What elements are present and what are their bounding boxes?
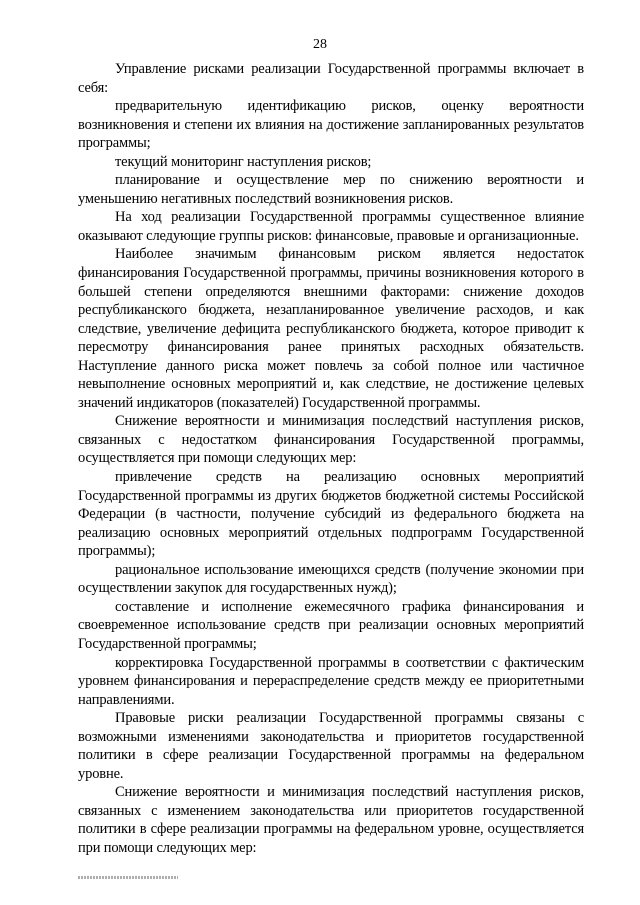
paragraph-risk-groups: На ход реализации Государственной программы существенное влияние оказывают следующие группы рисков: финансовые, правовые и организационные. bbox=[78, 209, 584, 244]
paragraph-risk-monitoring: текущий мониторинг наступления рисков; bbox=[115, 153, 372, 170]
paragraph-risk-planning: планирование и осуществление мер по снижению вероятности и уменьшению негативных последствий возникновения рисков. bbox=[78, 172, 584, 207]
paragraph-measure-monthly-schedule: составление и исполнение ежемесячного графика финансирования и своевременное использование средств при реализации основных мероприятий Государственной программы; bbox=[78, 598, 584, 652]
paragraph-measure-program-adjustment: корректировка Государственной программы в соответствии с фактическим уровнем финансирования и перераспределение средств между ее приоритетными направлениями. bbox=[78, 654, 584, 708]
paragraph-risk-management-intro: Управление рисками реализации Государственной программы включает в себя: bbox=[78, 61, 584, 96]
paragraph-legal-risk-measures-intro: Снижение вероятности и минимизация последствий наступления рисков, связанных с изменением законодательства или приоритетов государственной политики в сфере реализации программы на федеральном уровне, осуществляется при помощи следующих мер: bbox=[78, 784, 584, 856]
paragraph-financial-risk: Наиболее значимым финансовым риском является недостаток финансирования Государственной программы, причины возникновения которого в большей степени определяются внешними факторами: снижение доходов республиканского бюджета, незапланированное увеличение расходов, и как следствие, увеличение дефицита республиканского бюджета, которое приводит к пересмотру финансирования ранее принятых расходных обязательств. Наступление данного риска может повлечь за собой полное или частичное невыполнение основных мероприятий и, как следствие, не достижение целевых значений индикаторов (показателей) Государственной программы. bbox=[78, 246, 584, 411]
footer-file-path-mark bbox=[78, 876, 178, 879]
paragraph-financial-risk-measures-intro: Снижение вероятности и минимизация последствий наступления рисков, связанных с недостатком финансирования Государственной программы, осуществляется при помощи следующих мер: bbox=[78, 413, 584, 467]
paragraph-risk-identification: предварительную идентификацию рисков, оценку вероятности возникновения и степени их влияния на достижение запланированных результатов программы; bbox=[78, 98, 584, 152]
paragraph-legal-risks: Правовые риски реализации Государственной программы связаны с возможными изменениями законодательства и приоритетов государственной политики в сфере реализации Государственной программы на федеральном уровне. bbox=[78, 710, 584, 782]
document-body bbox=[78, 60, 584, 858]
paragraph-measure-attracting-funds: привлечение средств на реализацию основных мероприятий Государственной программы из других бюджетов бюджетной системы Российской Федерации (в частности, получение субсидий из федерального бюджета на реализацию основных мероприятий отдельных подпрограмм Государственной программы); bbox=[78, 469, 584, 560]
page-number: 28 bbox=[313, 37, 327, 52]
paragraph-measure-rational-use: рациональное использование имеющихся средств (получение экономии при осуществлении закупок для государственных нужд); bbox=[78, 561, 584, 597]
